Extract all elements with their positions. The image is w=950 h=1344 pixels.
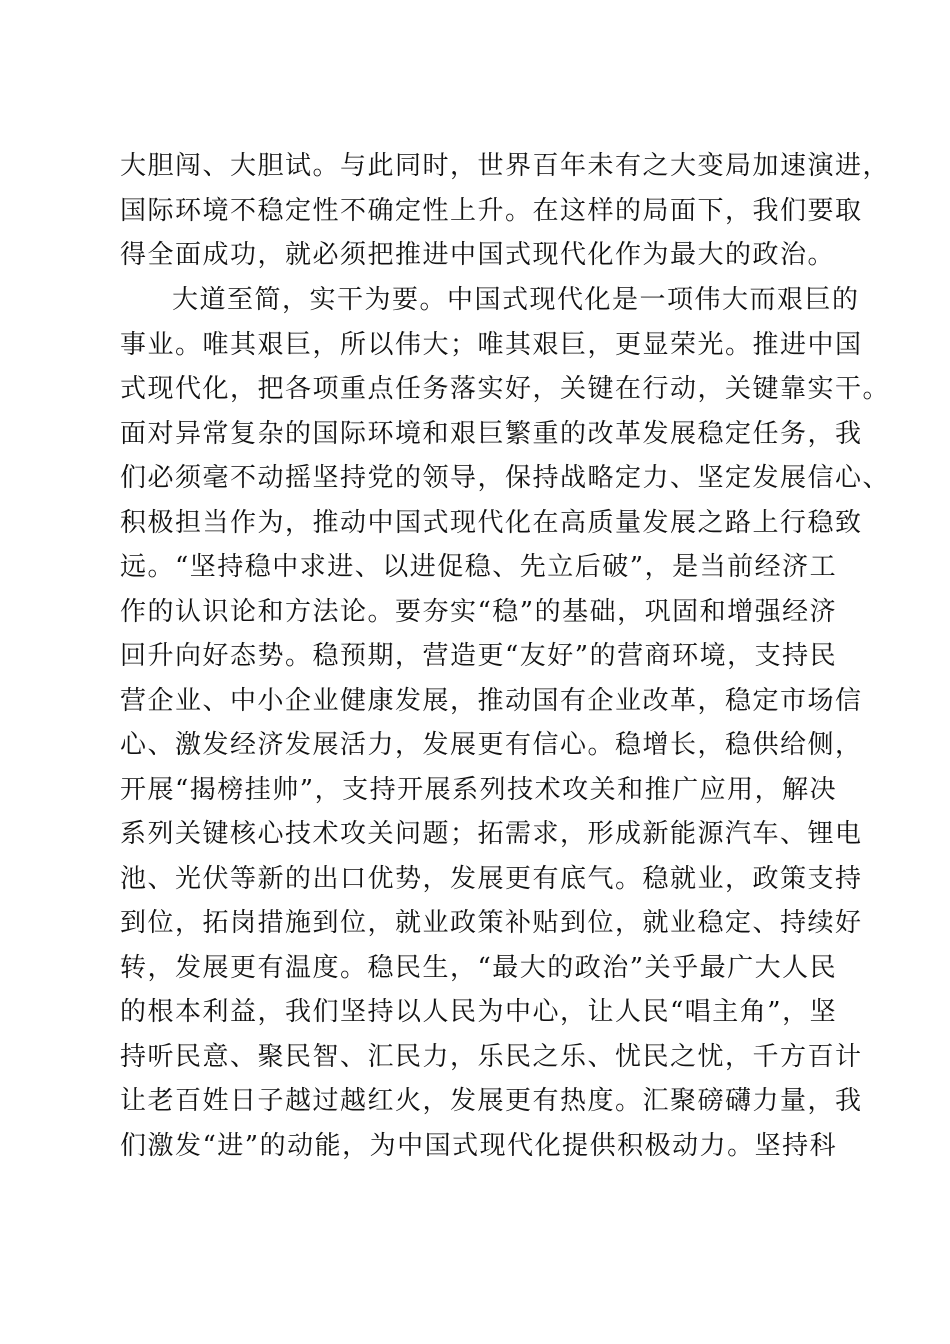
paragraph-line: 得全面成功，就必须把推进中国式现代化作为最大的政治。 — [120, 240, 836, 270]
paragraph-line: 作的认识论和方法论。要夯实“稳”的基础，巩固和增强经济 — [120, 596, 838, 627]
paragraph-line: 们激发“进”的动能，为中国式现代化提供积极动力。坚持科 — [120, 1130, 838, 1161]
paragraph-line: 开展“揭榜挂帅”，支持开展系列技术攻关和推广应用，解决 — [120, 774, 838, 805]
paragraph-line: 心、激发经济发展活力，发展更有信心。稳增长，稳供给侧， — [120, 730, 863, 760]
paragraph-2 — [120, 278, 891, 1168]
paragraph-line: 大胆闯、大胆试。与此同时，世界百年未有之大变局加速演进， — [120, 151, 891, 181]
paragraph-line: 国际环境不稳定性不确定性上升。在这样的局面下，我们要取 — [120, 195, 863, 226]
paragraph-line: 持听民意、聚民智、汇民力，乐民之乐、忧民之忧，千方百计 — [120, 1041, 863, 1072]
paragraph-1 — [120, 144, 891, 278]
paragraph-line: 让老百姓日子越过越红火，发展更有热度。汇聚磅礴力量，我 — [120, 1086, 863, 1116]
paragraph-line: 的根本利益，我们坚持以人民为中心，让人民“唱主角”，坚 — [120, 997, 838, 1027]
paragraph-line: 们必须毫不动摇坚持党的领导，保持战略定力、坚定发展信心、 — [120, 463, 891, 493]
paragraph-line: 式现代化，把各项重点任务落实好，关键在行动，关键靠实干。 — [120, 374, 891, 404]
paragraph-line: 回升向好态势。稳预期，营造更“友好”的营商环境，支持民 — [120, 641, 838, 671]
paragraph-line: 系列关键核心技术攻关问题；拓需求，形成新能源汽车、锂电 — [120, 819, 863, 849]
paragraph-line: 到位，拓岗措施到位，就业政策补贴到位，就业稳定、持续好 — [120, 908, 863, 938]
paragraph-line: 积极担当作为，推动中国式现代化在高质量发展之路上行稳致 — [120, 507, 863, 538]
paragraph-line: 远。“坚持稳中求进、以进促稳、先立后破”，是当前经济工 — [120, 552, 838, 582]
paragraph-line: 事业。唯其艰巨，所以伟大；唯其艰巨，更显荣光。推进中国 — [120, 329, 863, 360]
paragraph-line: 池、光伏等新的出口优势，发展更有底气。稳就业，政策支持 — [120, 863, 863, 894]
paragraph-line: 转，发展更有温度。稳民生，“最大的政治”关乎最广大人民 — [120, 952, 838, 983]
paragraph-line: 大道至简，实干为要。中国式现代化是一项伟大而艰巨的 — [172, 285, 860, 315]
paragraph-line: 面对异常复杂的国际环境和艰巨繁重的改革发展稳定任务，我 — [120, 418, 863, 449]
paragraph-line: 营企业、中小企业健康发展，推动国有企业改革，稳定市场信 — [120, 685, 863, 716]
